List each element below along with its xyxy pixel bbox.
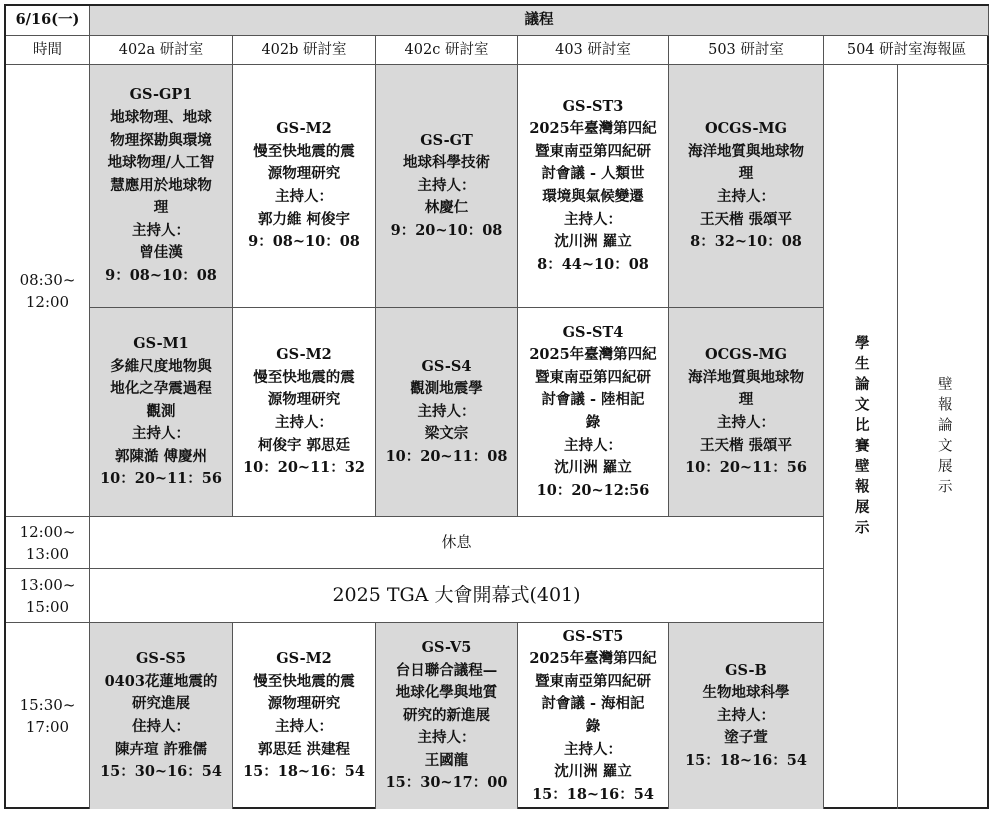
session-line: 2025年臺灣第四紀 xyxy=(529,650,657,668)
session-line: 15：30~17：00 xyxy=(385,774,508,792)
room-header: 503 研討室 xyxy=(669,36,824,65)
session-line: 海洋地質與地球物 xyxy=(688,142,804,160)
session-line: 理 xyxy=(153,199,169,217)
session-line: 2025年臺灣第四紀 xyxy=(529,346,657,364)
session-line: 地化之孕震過程 xyxy=(110,380,212,398)
session-line: 地球物理/人工智 xyxy=(107,154,215,172)
agenda-table xyxy=(4,4,989,809)
session-line: 暨東南亞第四紀研 xyxy=(535,672,651,690)
poster-exhibit-label: 壁報論文展示 xyxy=(935,375,952,499)
session-line: 海洋地質與地球物 xyxy=(688,368,804,386)
session-code: GS-GP1 xyxy=(129,86,193,104)
time-header: 時間 xyxy=(6,36,90,65)
session-line: 主持人： xyxy=(564,740,622,758)
room-header: 402c 研討室 xyxy=(376,36,518,65)
session-line: 8：44~10：08 xyxy=(537,255,649,273)
session-code: GS-M2 xyxy=(276,650,332,668)
session-line: 8：32~10：08 xyxy=(690,233,802,251)
session-line: 10：20~11：56 xyxy=(100,470,222,488)
session-line: 暨東南亞第四紀研 xyxy=(535,142,651,160)
session-line: 梁文宗 xyxy=(424,425,469,443)
session-line: 王天楷 張頌平 xyxy=(699,210,793,228)
session-cell xyxy=(669,65,824,308)
session-line: 15：18~16：54 xyxy=(243,763,365,781)
session-line: 理 xyxy=(738,391,754,409)
session-cell xyxy=(518,65,669,308)
session-cell xyxy=(518,623,669,809)
session-line: 地球科學技術 xyxy=(403,154,490,172)
session-line: 沈川洲 羅立 xyxy=(554,763,632,781)
session-line: 源物理研究 xyxy=(267,165,341,183)
session-line: 環境與氣候變遷 xyxy=(542,188,644,205)
time-slot: 13:00~ 15:00 xyxy=(6,569,90,623)
session-line: 主持人： xyxy=(275,188,333,205)
session-line: 地球物理、地球 xyxy=(110,108,212,126)
session-line: 討會議 - 陸相記 xyxy=(541,391,645,409)
room-header: 504 研討室海報區 xyxy=(824,36,989,65)
session-line: 生物地球科學 xyxy=(702,684,790,702)
session-line: 討會議 - 海相記 xyxy=(541,695,645,713)
session-line: 物理探勘與環境 xyxy=(110,131,212,149)
session-line: 主持人： xyxy=(564,210,622,228)
session-cell xyxy=(518,308,669,517)
session-line: 塗子萱 xyxy=(724,729,768,747)
session-line: 錄 xyxy=(585,718,601,735)
session-line: 王國龍 xyxy=(424,751,469,769)
session-line: 研究進展 xyxy=(132,695,190,713)
session-cell xyxy=(376,65,518,308)
session-line: 林慶仁 xyxy=(424,199,469,217)
session-line: 2025年臺灣第四紀 xyxy=(529,120,657,138)
session-line: 慢至快地震的震 xyxy=(253,142,355,160)
session-line: 主持人： xyxy=(132,221,190,239)
session-line: 郭思廷 洪建程 xyxy=(257,740,351,758)
date-cell: 6/16(一) xyxy=(6,6,90,36)
session-code: GS-GT xyxy=(420,131,473,149)
session-line: 源物理研究 xyxy=(267,695,341,713)
room-header: 402a 研討室 xyxy=(90,36,233,65)
session-line: 住持人： xyxy=(132,718,190,735)
student-poster-label: 學生論文比賽壁報展示 xyxy=(852,334,870,540)
time-slot: 12:00~ 13:00 xyxy=(6,517,90,569)
poster-exhibit-cell xyxy=(898,65,989,809)
session-line: 慧應用於地球物 xyxy=(110,176,212,194)
session-line: 慢至快地震的震 xyxy=(253,672,355,690)
session-cell xyxy=(669,308,824,517)
session-cell xyxy=(90,308,233,517)
session-line: 主持人： xyxy=(717,706,775,724)
session-line: 王天楷 張頌平 xyxy=(699,436,793,454)
session-line: 郭力維 柯俊宇 xyxy=(257,210,351,228)
break-cell: 休息 xyxy=(90,517,824,569)
session-line: 10：20~11：56 xyxy=(685,459,807,477)
session-code: GS-M2 xyxy=(276,346,332,364)
session-line: 地球化學與地質 xyxy=(395,684,498,702)
session-code: GS-S4 xyxy=(421,357,472,375)
session-line: 15：18~16：54 xyxy=(532,785,654,803)
session-code: GS-ST3 xyxy=(562,97,624,115)
student-poster-cell xyxy=(824,65,898,809)
session-code: GS-M1 xyxy=(133,334,189,352)
session-cell xyxy=(90,623,233,809)
session-cell xyxy=(669,623,824,809)
room-header: 403 研討室 xyxy=(518,36,669,65)
session-line: 9：08~10：08 xyxy=(248,233,360,251)
session-line: 9：20~10：08 xyxy=(390,221,503,239)
session-line: 台日聯合議程— xyxy=(395,661,498,679)
session-line: 主持人： xyxy=(564,436,622,454)
session-line: 主持人： xyxy=(275,718,333,735)
session-line: 10：20~12:56 xyxy=(536,481,650,499)
session-cell xyxy=(233,308,376,517)
session-line: 觀測地震學 xyxy=(410,380,483,398)
session-line: 主持人： xyxy=(717,414,775,431)
session-line: 暨東南亞第四紀研 xyxy=(535,368,651,386)
session-line: 錄 xyxy=(585,414,601,431)
time-slot: 08:30~ 12:00 xyxy=(6,65,90,517)
session-line: 曾佳漢 xyxy=(139,244,183,262)
room-header: 402b 研討室 xyxy=(233,36,376,65)
session-line: 沈川洲 羅立 xyxy=(554,233,632,251)
agenda-title-cell: 議程 xyxy=(90,6,989,36)
session-line: 9：08~10：08 xyxy=(105,267,217,285)
session-line: 多維尺度地物與 xyxy=(110,357,212,375)
session-cell xyxy=(376,308,518,517)
session-line: 陳卉瑄 許雅儒 xyxy=(114,740,208,758)
session-line: 討會議 - 人類世 xyxy=(541,165,645,183)
session-line: 15：30~16：54 xyxy=(100,763,222,781)
session-code: GS-B xyxy=(725,661,767,679)
session-line: 10：20~11：08 xyxy=(385,447,508,465)
session-cell xyxy=(90,65,233,308)
session-line: 研究的新進展 xyxy=(403,706,490,724)
session-code: GS-V5 xyxy=(421,638,472,656)
session-line: 理 xyxy=(738,165,754,183)
session-code: GS-ST4 xyxy=(562,323,624,341)
session-code: OCGS-MG xyxy=(704,120,787,138)
opening-ceremony-cell: 2025 TGA 大會開幕式(401) xyxy=(90,569,824,623)
session-line: 郭陳澔 傅慶州 xyxy=(114,447,208,465)
session-line: 主持人： xyxy=(275,414,333,431)
session-line: 15：18~16：54 xyxy=(685,751,807,769)
time-slot: 15:30~ 17:00 xyxy=(6,623,90,809)
session-line: 慢至快地震的震 xyxy=(253,368,355,386)
session-line: 主持人： xyxy=(132,425,190,443)
session-line: 主持人： xyxy=(417,402,476,420)
session-code: GS-ST5 xyxy=(562,627,624,645)
session-code: OCGS-MG xyxy=(704,346,787,364)
session-cell xyxy=(233,623,376,809)
session-cell xyxy=(233,65,376,308)
session-line: 源物理研究 xyxy=(267,391,341,409)
session-line: 主持人： xyxy=(417,176,476,194)
session-line: 柯俊宇 郭思廷 xyxy=(257,436,351,454)
session-code: GS-M2 xyxy=(276,120,332,138)
session-code: GS-S5 xyxy=(136,650,186,668)
session-line: 沈川洲 羅立 xyxy=(554,459,632,477)
session-line: 觀測 xyxy=(146,402,176,420)
session-cell xyxy=(376,623,518,809)
session-line: 0403花蓮地震的 xyxy=(104,672,218,690)
session-line: 主持人： xyxy=(417,729,476,747)
session-line: 10：20~11：32 xyxy=(243,459,365,477)
session-line: 主持人： xyxy=(717,188,775,205)
